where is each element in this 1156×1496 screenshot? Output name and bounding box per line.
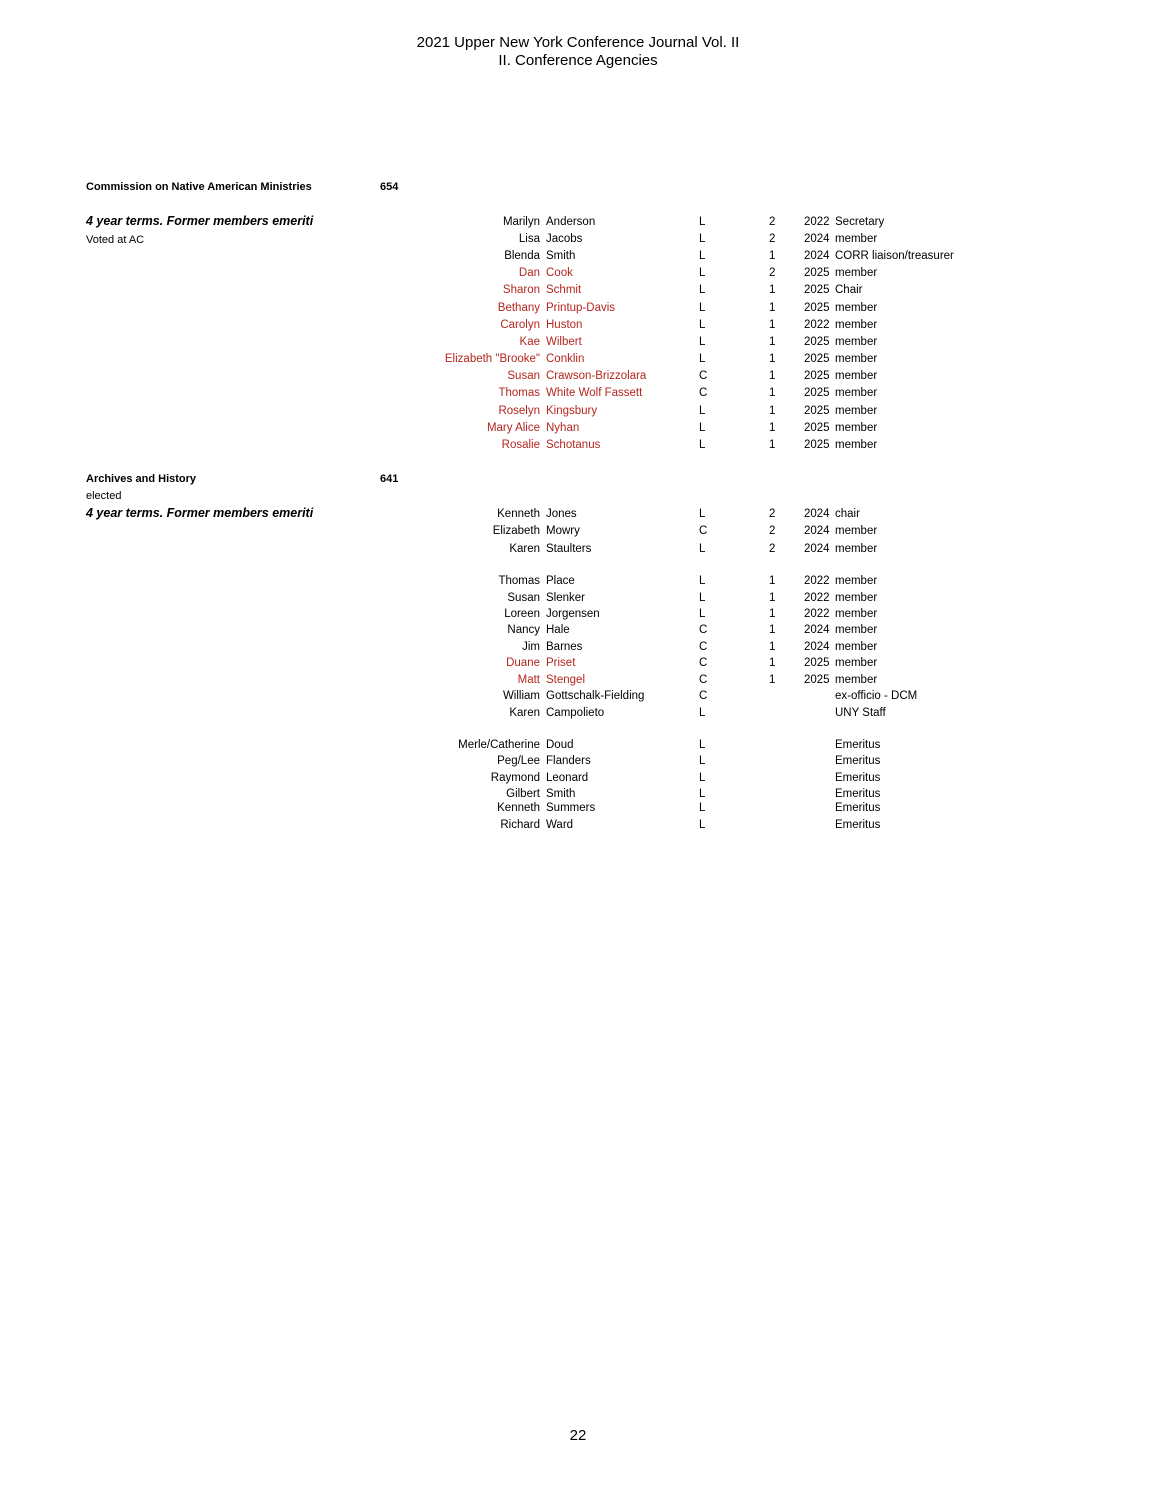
member-last: Flanders: [546, 755, 591, 767]
member-last: Barnes: [546, 641, 583, 653]
member-term: 1: [769, 657, 776, 669]
member-last: Cook: [546, 267, 573, 279]
member-type: C: [699, 674, 708, 686]
archives-title: Archives and History: [86, 473, 197, 485]
archives-code: 641: [380, 473, 399, 485]
member-type: L: [699, 405, 706, 417]
member-last: Ward: [546, 819, 574, 831]
member-year: 2025: [804, 370, 830, 382]
member-first: Kae: [519, 336, 540, 348]
member-type: L: [699, 739, 706, 751]
member-type: L: [699, 233, 706, 245]
member-term: 2: [769, 543, 776, 555]
member-role: member: [835, 370, 878, 382]
member-term: 1: [769, 336, 776, 348]
member-row: [0, 282, 1156, 298]
member-first: Kenneth: [497, 508, 540, 520]
member-year: 2025: [804, 657, 830, 669]
member-role: member: [835, 641, 878, 653]
member-first: Matt: [517, 674, 540, 686]
member-first: Karen: [509, 543, 540, 555]
member-last: Huston: [546, 319, 583, 331]
member-last: Printup-Davis: [546, 302, 616, 314]
member-first: William: [502, 690, 540, 702]
member-type: L: [699, 353, 706, 365]
member-last: Campolieto: [546, 707, 605, 719]
member-first: Nancy: [507, 624, 540, 636]
member-last: Staulters: [546, 543, 592, 555]
member-role: member: [835, 302, 878, 314]
member-term: 2: [769, 525, 776, 537]
member-last: Jones: [546, 508, 577, 520]
member-role: member: [835, 608, 878, 620]
member-row: [0, 385, 1156, 401]
member-first: Duane: [506, 657, 540, 669]
member-first: Lisa: [518, 233, 540, 245]
member-first: Karen: [509, 707, 540, 719]
member-last: Mowry: [546, 525, 580, 537]
member-type: L: [699, 592, 706, 604]
member-row: [0, 214, 1156, 230]
member-row: [0, 265, 1156, 281]
member-type: L: [699, 755, 706, 767]
member-term: 2: [769, 267, 776, 279]
member-first: Gilbert: [506, 788, 540, 800]
member-year: 2022: [804, 592, 830, 604]
member-year: 2024: [804, 233, 830, 245]
member-year: 2025: [804, 336, 830, 348]
member-first: Thomas: [498, 387, 540, 399]
archives-elected-note: elected: [86, 490, 122, 502]
member-year: 2024: [804, 624, 830, 636]
member-row: [0, 231, 1156, 247]
member-last: Nyhan: [546, 422, 580, 434]
member-last: Schmit: [546, 284, 582, 296]
member-year: 2022: [804, 575, 830, 587]
member-last: Kingsbury: [546, 405, 598, 417]
member-type: L: [699, 216, 706, 228]
member-type: C: [699, 624, 708, 636]
member-row: [0, 300, 1156, 316]
member-row: [0, 573, 1156, 589]
member-type: L: [699, 707, 706, 719]
member-row: [0, 622, 1156, 638]
member-last: Leonard: [546, 772, 589, 784]
member-type: L: [699, 819, 706, 831]
member-role: member: [835, 657, 878, 669]
member-type: L: [699, 267, 706, 279]
member-year: 2025: [804, 439, 830, 451]
member-last: White Wolf Fassett: [546, 387, 643, 399]
member-row: [0, 606, 1156, 622]
member-first: Bethany: [497, 302, 540, 314]
member-role: Emeritus: [835, 802, 881, 814]
member-term: 1: [769, 370, 776, 382]
member-type: L: [699, 608, 706, 620]
member-role: member: [835, 233, 878, 245]
member-role: Emeritus: [835, 819, 881, 831]
member-role: member: [835, 387, 878, 399]
member-role: member: [835, 592, 878, 604]
member-row: [0, 334, 1156, 350]
member-first: Sharon: [502, 284, 540, 296]
member-last: Slenker: [546, 592, 585, 604]
member-term: 1: [769, 674, 776, 686]
archives-terms-note: 4 year terms. Former members emeriti: [86, 506, 314, 520]
member-first: Kenneth: [497, 802, 540, 814]
member-row: [0, 737, 1156, 753]
member-type: L: [699, 575, 706, 587]
member-last: Wilbert: [546, 336, 582, 348]
member-term: 1: [769, 302, 776, 314]
member-role: member: [835, 319, 878, 331]
member-type: L: [699, 250, 706, 262]
member-row: [0, 655, 1156, 671]
member-last: Place: [546, 575, 575, 587]
member-first: Carolyn: [500, 319, 540, 331]
member-last: Doud: [546, 739, 574, 751]
member-role: Emeritus: [835, 788, 881, 800]
member-term: 1: [769, 353, 776, 365]
member-last: Gottschalk-Fielding: [546, 690, 645, 702]
member-year: 2024: [804, 508, 830, 520]
member-term: 1: [769, 575, 776, 587]
member-role: member: [835, 439, 878, 451]
member-type: L: [699, 439, 706, 451]
member-last: Jacobs: [546, 233, 583, 245]
member-term: 1: [769, 284, 776, 296]
member-role: member: [835, 525, 878, 537]
member-row: [0, 590, 1156, 606]
member-first: Loreen: [504, 608, 540, 620]
member-year: 2025: [804, 267, 830, 279]
member-role: member: [835, 422, 878, 434]
member-row: [0, 688, 1156, 704]
member-role: chair: [835, 508, 860, 520]
member-role: Emeritus: [835, 772, 881, 784]
member-role: member: [835, 674, 878, 686]
member-last: Smith: [546, 250, 576, 262]
journal-title: 2021 Upper New York Conference Journal Vol. II: [416, 34, 740, 51]
member-year: 2025: [804, 422, 830, 434]
member-row: [0, 403, 1156, 419]
member-term: 1: [769, 592, 776, 604]
member-type: C: [699, 387, 708, 399]
member-type: L: [699, 788, 706, 800]
member-term: 1: [769, 319, 776, 331]
member-last: Hale: [546, 624, 570, 636]
member-first: Mary Alice: [486, 422, 540, 434]
member-role: member: [835, 267, 878, 279]
member-year: 2022: [804, 216, 830, 228]
member-year: 2025: [804, 405, 830, 417]
member-role: member: [835, 543, 878, 555]
member-first: Blenda: [504, 250, 540, 262]
member-role: ex-officio - DCM: [835, 690, 918, 702]
member-row: [0, 672, 1156, 688]
member-type: C: [699, 690, 708, 702]
member-type: C: [699, 657, 708, 669]
member-term: 1: [769, 387, 776, 399]
member-row: [0, 705, 1156, 721]
member-last: Anderson: [546, 216, 596, 228]
member-first: Merle/Catherine: [458, 739, 540, 751]
member-row: [0, 317, 1156, 333]
member-year: 2024: [804, 250, 830, 262]
member-row: [0, 639, 1156, 655]
member-first: Thomas: [498, 575, 540, 587]
member-row: [0, 368, 1156, 384]
member-type: L: [699, 772, 706, 784]
member-role: UNY Staff: [835, 707, 886, 719]
member-type: L: [699, 319, 706, 331]
member-type: C: [699, 370, 708, 382]
member-first: Marilyn: [502, 216, 540, 228]
member-first: Roselyn: [498, 405, 540, 417]
member-type: L: [699, 422, 706, 434]
member-role: member: [835, 624, 878, 636]
member-type: L: [699, 802, 706, 814]
member-term: 1: [769, 250, 776, 262]
member-term: 1: [769, 422, 776, 434]
member-type: C: [699, 525, 708, 537]
member-last: Conklin: [546, 353, 585, 365]
member-role: member: [835, 575, 878, 587]
member-term: 1: [769, 405, 776, 417]
member-year: 2025: [804, 302, 830, 314]
member-first: Richard: [500, 819, 540, 831]
member-last: Crawson-Brizzolara: [546, 370, 647, 382]
member-type: L: [699, 336, 706, 348]
member-last: Jorgensen: [546, 608, 600, 620]
member-first: Rosalie: [501, 439, 540, 451]
member-row: [0, 800, 1156, 816]
member-type: L: [699, 302, 706, 314]
member-type: C: [699, 641, 708, 653]
member-row: [0, 351, 1156, 367]
member-term: 2: [769, 216, 776, 228]
member-year: 2024: [804, 543, 830, 555]
member-row: [0, 770, 1156, 786]
member-role: member: [835, 353, 878, 365]
member-row: [0, 420, 1156, 436]
member-role: member: [835, 405, 878, 417]
member-year: 2025: [804, 284, 830, 296]
cnam-title: Commission on Native American Ministries: [86, 181, 312, 193]
member-row: [0, 817, 1156, 833]
member-first: Elizabeth "Brooke": [444, 353, 540, 365]
member-first: Peg/Lee: [497, 755, 540, 767]
member-term: 1: [769, 624, 776, 636]
member-role: CORR liaison/treasurer: [835, 250, 954, 262]
member-year: 2025: [804, 353, 830, 365]
cnam-terms-note: 4 year terms. Former members emeriti: [86, 214, 314, 228]
member-term: 1: [769, 608, 776, 620]
member-year: 2024: [804, 525, 830, 537]
member-type: L: [699, 543, 706, 555]
member-row: [0, 541, 1156, 557]
member-term: 1: [769, 641, 776, 653]
member-row: [0, 753, 1156, 769]
member-role: Secretary: [835, 216, 885, 228]
member-first: Raymond: [490, 772, 540, 784]
member-role: Emeritus: [835, 739, 881, 751]
member-last: Schotanus: [546, 439, 601, 451]
member-role: Chair: [835, 284, 863, 296]
member-first: Susan: [507, 592, 540, 604]
member-type: L: [699, 284, 706, 296]
member-first: Elizabeth: [492, 525, 540, 537]
member-row: [0, 506, 1156, 522]
cnam-voted-note: Voted at AC: [86, 234, 145, 246]
member-year: 2022: [804, 608, 830, 620]
member-term: 2: [769, 233, 776, 245]
member-role: member: [835, 336, 878, 348]
page-number: 22: [569, 1427, 587, 1444]
member-first: Jim: [522, 641, 540, 653]
member-row: [0, 248, 1156, 264]
member-last: Priset: [546, 657, 576, 669]
member-type: L: [699, 508, 706, 520]
member-last: Summers: [546, 802, 596, 814]
member-role: Emeritus: [835, 755, 881, 767]
member-year: 2024: [804, 641, 830, 653]
member-row: [0, 437, 1156, 453]
member-term: 2: [769, 508, 776, 520]
member-first: Dan: [518, 267, 540, 279]
member-first: Susan: [507, 370, 540, 382]
member-year: 2025: [804, 387, 830, 399]
member-year: 2022: [804, 319, 830, 331]
member-last: Stengel: [546, 674, 586, 686]
member-year: 2025: [804, 674, 830, 686]
cnam-code: 654: [380, 181, 399, 193]
member-row: [0, 523, 1156, 539]
section-heading: II. Conference Agencies: [498, 52, 658, 69]
member-last: Smith: [546, 788, 576, 800]
member-term: 1: [769, 439, 776, 451]
